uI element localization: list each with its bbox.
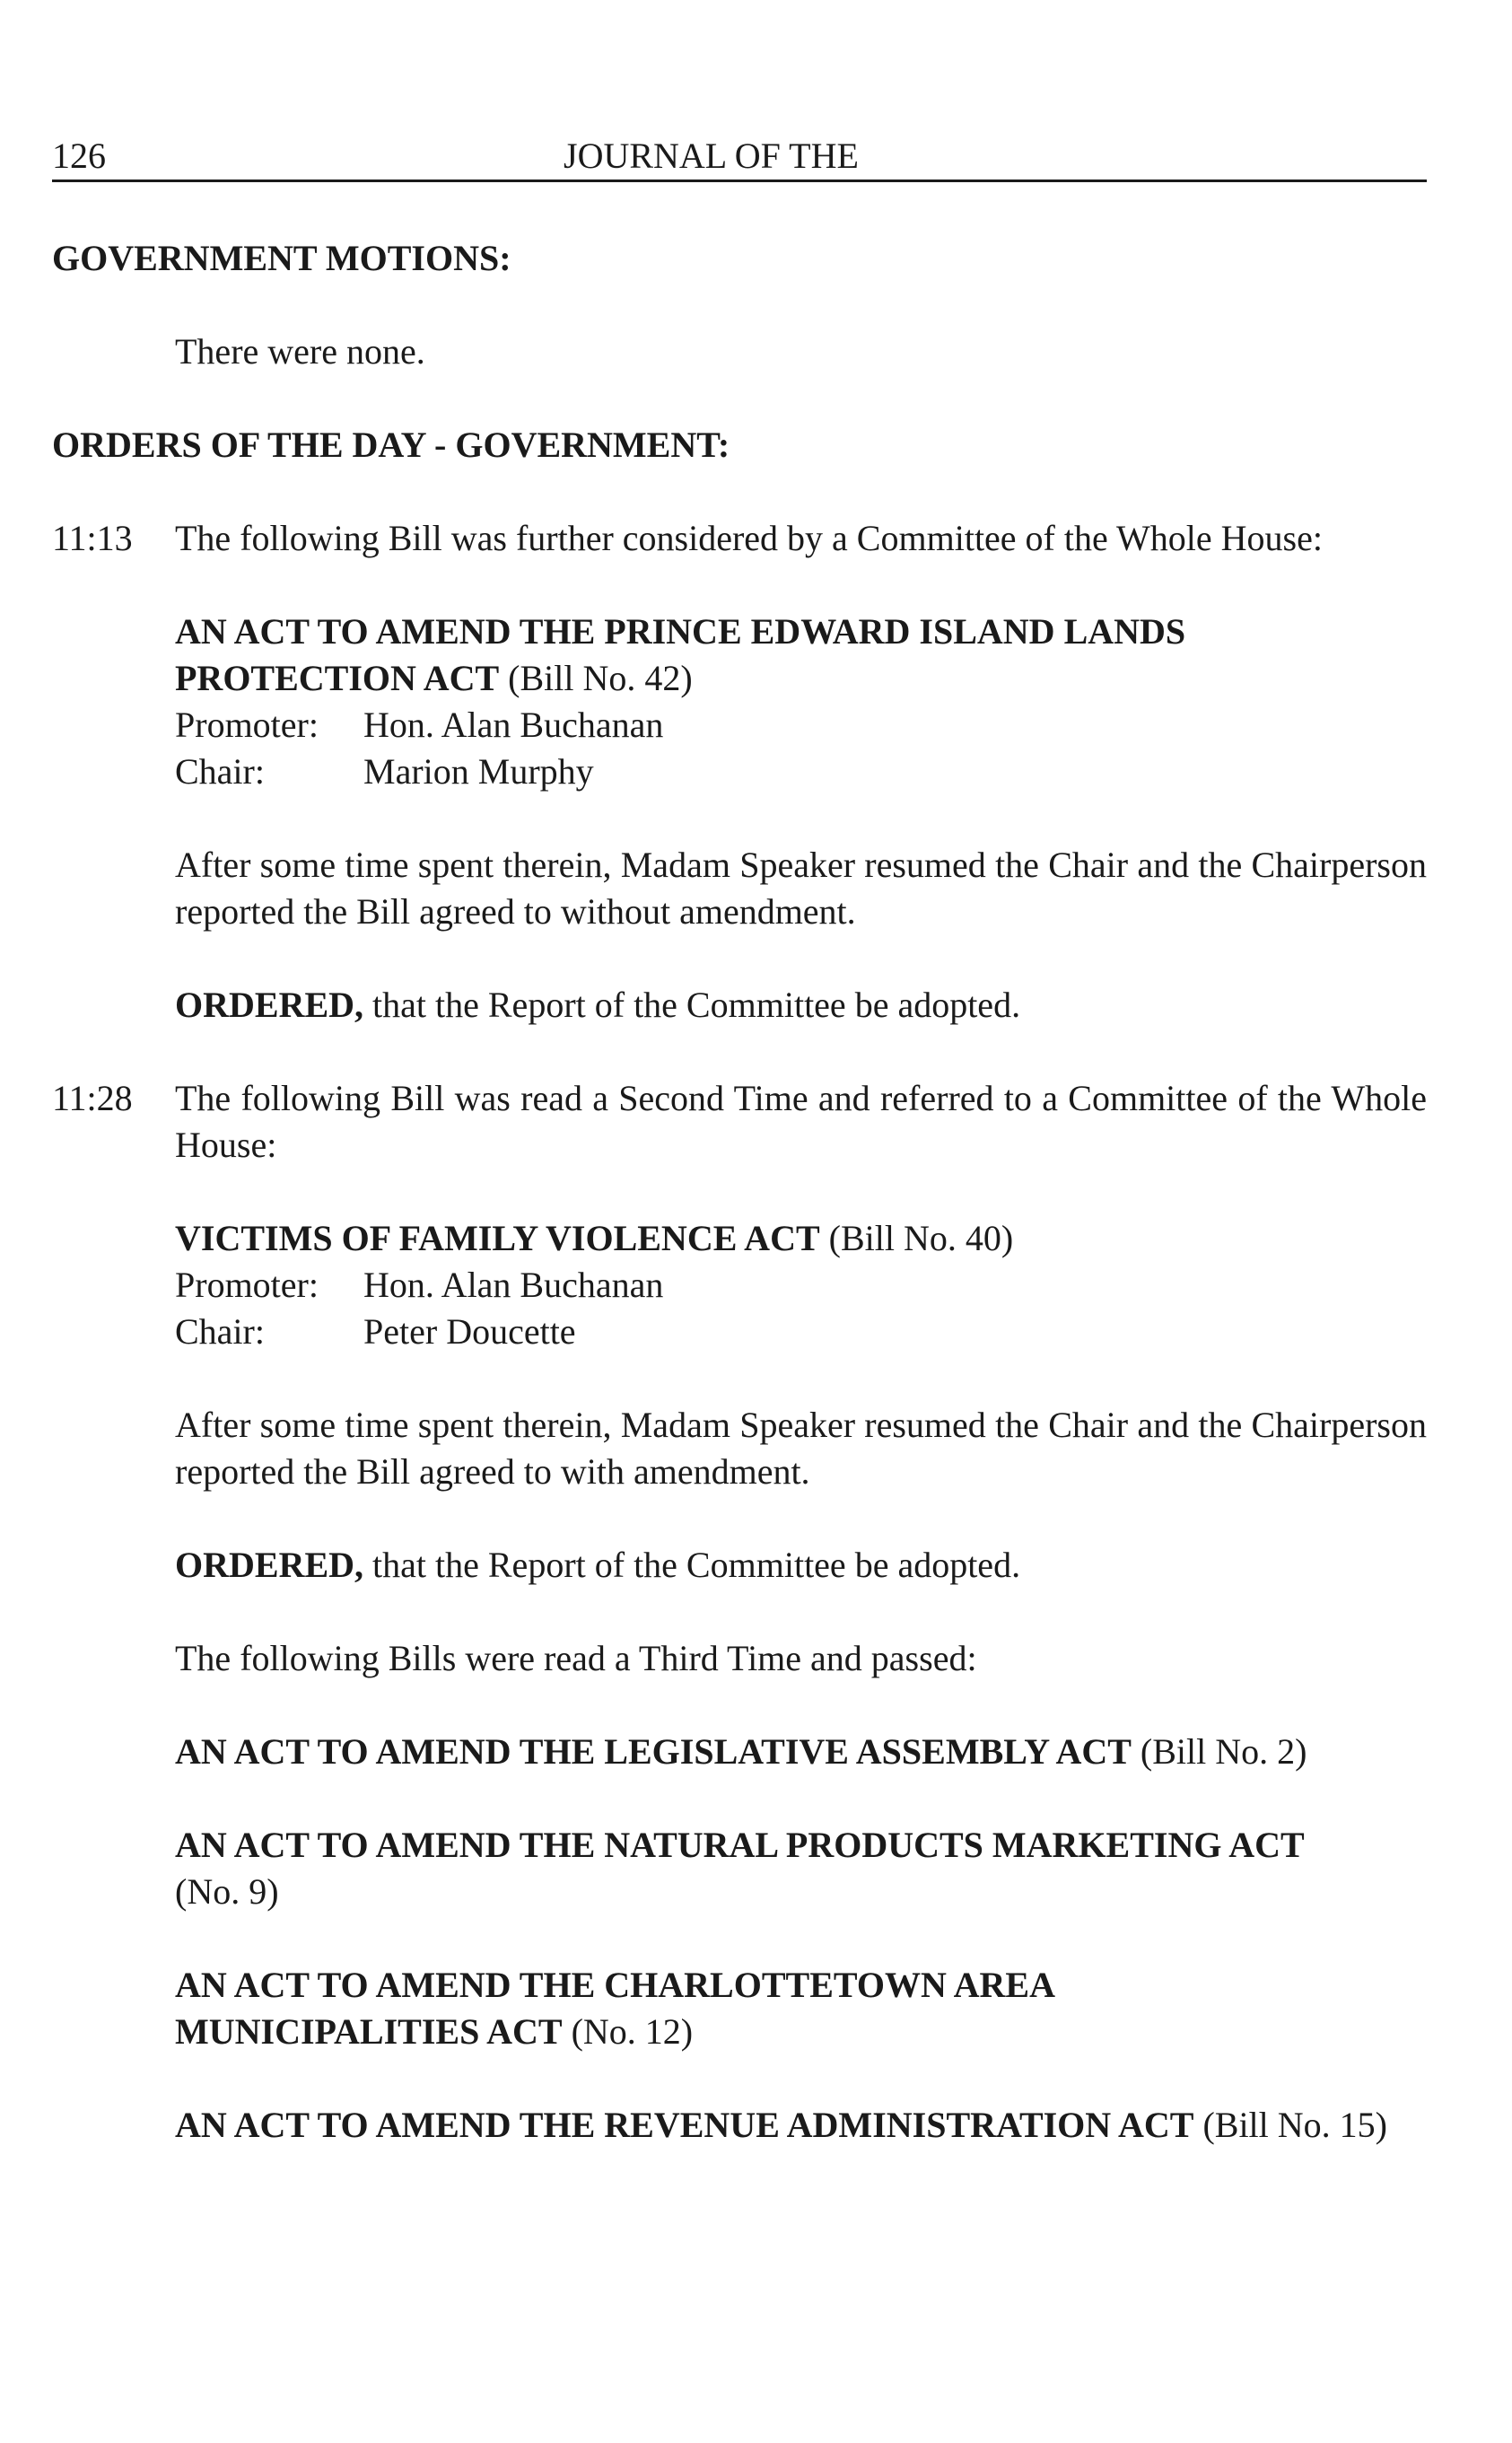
item1-time: 11:13 (52, 518, 133, 558)
item1-ordered-label: ORDERED, (175, 985, 364, 1025)
bill-passed (175, 1822, 1342, 1915)
item1-ordered (175, 982, 1427, 1029)
item2-time: 11:28 (52, 1078, 133, 1118)
item2-report: After some time spent therein, Madam Speaker resumed the Chair and the Chairperson reported the Bill agreed to with amendment. (175, 1405, 1427, 1492)
item1-intro: The following Bill was further considered by a Committee of the Whole House: (175, 518, 1323, 558)
bill-passed-title: AN ACT TO AMEND THE REVENUE ADMINISTRATION ACT (175, 2105, 1194, 2145)
running-title: JOURNAL OF THE (564, 136, 859, 176)
item2-promoter-label: Promoter: (175, 1265, 319, 1305)
item2-chair-label: Chair: (175, 1311, 265, 1352)
government-motions-text: There were none. (175, 331, 425, 372)
government-motions-heading: GOVERNMENT MOTIONS: (52, 238, 511, 278)
bill-passed-number: (No. 9) (175, 1871, 279, 1912)
bill-passed-title: AN ACT TO AMEND THE NATURAL PRODUCTS MARKETING ACT (175, 1825, 1305, 1865)
item2-ordered (175, 1542, 1427, 1589)
item1-ordered-text: that the Report of the Committee be adopted. (363, 985, 1021, 1025)
item1-report: After some time spent therein, Madam Speaker resumed the Chair and the Chairperson reported the Bill agreed to without amendment. (175, 845, 1427, 932)
item2-chair: Peter Doucette (363, 1311, 576, 1352)
item2-promoter: Hon. Alan Buchanan (363, 1265, 664, 1305)
bill-passed (175, 2102, 1427, 2149)
bill-passed-number: (Bill No. 15) (1193, 2105, 1387, 2145)
item1-promoter-label: Promoter: (175, 705, 319, 745)
bill-passed-title: AN ACT TO AMEND THE LEGISLATIVE ASSEMBLY ACT (175, 1731, 1132, 1772)
bill-passed (175, 1962, 1207, 2055)
item1-chair: Marion Murphy (363, 751, 594, 792)
orders-heading: ORDERS OF THE DAY - GOVERNMENT: (52, 425, 730, 465)
third-reading-intro: The following Bills were read a Third Time and passed: (175, 1638, 977, 1678)
bill-passed-number: (Bill No. 2) (1131, 1731, 1307, 1772)
item1-chair-label: Chair: (175, 751, 265, 792)
item1-bill (175, 609, 1427, 795)
item2-bill-title: VICTIMS OF FAMILY VIOLENCE ACT (175, 1218, 820, 1258)
item2-ordered-text: that the Report of the Committee be adopted. (363, 1545, 1021, 1585)
item1-promoter: Hon. Alan Buchanan (363, 705, 664, 745)
page-number: 126 (52, 136, 106, 176)
item2-bill (175, 1215, 1427, 1355)
bill-passed-number: (No. 12) (562, 2011, 694, 2052)
bill-passed-title: AN ACT TO AMEND THE CHARLOTTETOWN AREA MUNICIPALITIES ACT (175, 1965, 1053, 2052)
item2-ordered-label: ORDERED, (175, 1545, 364, 1585)
page-header (52, 133, 1427, 182)
item2-intro: The following Bill was read a Second Time and referred to a Committee of the Whole House: (175, 1078, 1427, 1165)
item1-bill-number: (Bill No. 42) (499, 658, 693, 698)
item1-bill-title-line1: AN ACT TO AMEND THE PRINCE EDWARD ISLAND LANDS (175, 611, 1186, 652)
item2-bill-number: (Bill No. 40) (819, 1218, 1014, 1258)
item1-bill-title-line2: PROTECTION ACT (175, 658, 500, 698)
bill-passed (175, 1729, 1427, 1775)
